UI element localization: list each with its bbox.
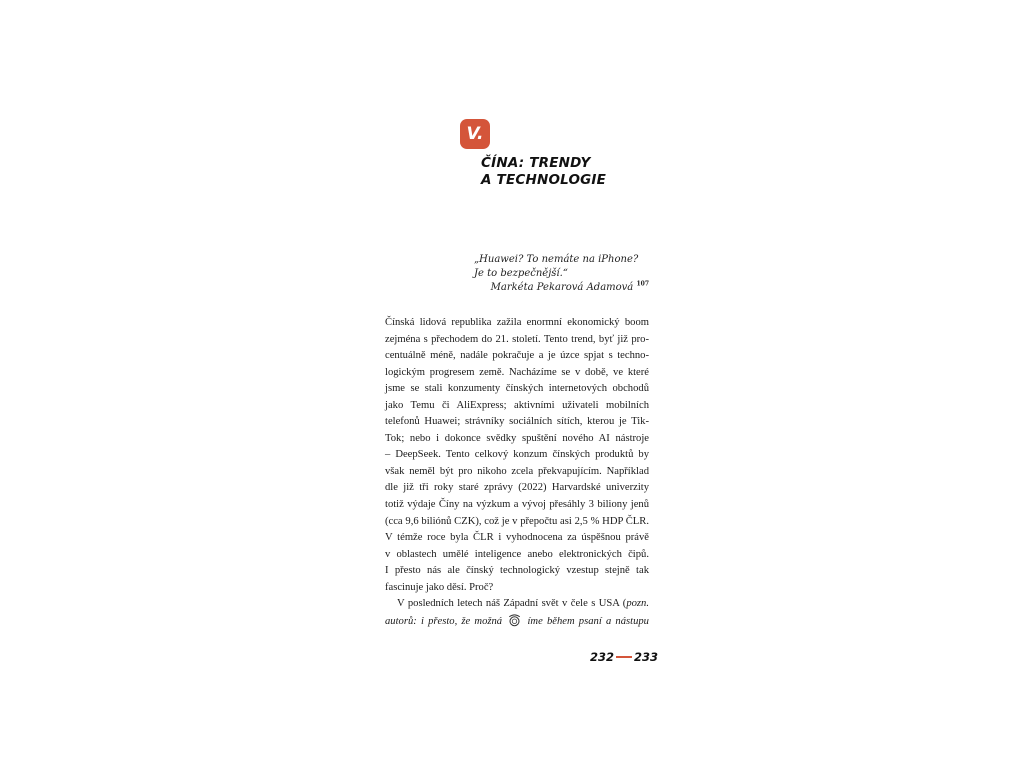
stamp-icon [507,613,522,628]
body-line: Čínská lidová republika zažila enormní ekonomický boom [385,317,649,328]
page-number-right: 233 [634,650,659,664]
body-line: – DeepSeek. Tento celkový konzum čínských produktů by [385,449,649,461]
body-line-italic: pozn. [626,598,649,610]
body-line [385,596,649,613]
body-line-part: íme během psaní a nástupu [527,615,649,627]
chapter-title [481,155,701,189]
body-line-part: autorů: i přesto, že možná [385,615,503,627]
epigraph-author: Markéta Pekarová Adamová [490,282,634,293]
chapter-number-badge [460,119,490,149]
body-text [385,315,649,630]
body-line: centuálně méně, nadále pokračuje a je úzce spjat s techno- [385,350,649,362]
body-line [385,613,649,631]
body-line: jsme se stali konzumenty čínských internetových obchodů [385,383,649,395]
body-line: totiž výdaje Číny na výzkum a vývoj přesáhly 3 biliony jenů [385,499,649,511]
chapter-number: V. [466,123,484,144]
body-line-text: V posledních letech náš Západní svět v čele s USA ( [397,598,627,610]
body-line: však neměl být pro nikoho zcela překvapujícím. Například [385,465,649,477]
epigraph-line-2: Je to bezpečnější.“ [474,268,568,279]
body-line: V témže roce byla ČLR i vyhodnocena za úspěšnou právě [385,532,649,544]
body-line: I přesto nás ale čínský technologický vzestup stejně tak [385,565,649,577]
footnote-marker: 107 [636,280,649,288]
epigraph-author-line [474,281,654,295]
body-line: jako Temu či AliExpress; aktivními uživateli mobilních [385,399,649,411]
body-line: dle již tři roky staré zprávy (2022) Harvardské univerzity [385,482,649,494]
body-line: zejména s přechodem do 21. století. Tento trend, byť již pro- [385,333,649,345]
page-numbers [590,650,658,664]
epigraph [474,253,654,295]
body-line: telefonů Huawei; strávníky sociálních sítích, kterou je Tik- [385,416,649,428]
body-line: v oblastech umělé inteligence anebo elektronických čipů. [385,548,649,560]
body-line: logickým progresem země. Nacházíme se v době, ve které [385,366,649,378]
page-number-left: 232 [590,650,615,664]
chapter-title-line-1: ČÍNA: TRENDY [481,155,591,171]
body-line: fascinuje jako děsí. Proč? [385,581,494,593]
body-line: (cca 9,6 biliónů CZK), což je v přepočtu asi 2,5 % HDP ČLR. [385,515,649,527]
page-number-separator [616,656,632,658]
body-line: Tok; nebo i dokonce svědky spuštění nového AI nástroje [385,432,649,444]
epigraph-line-1: „Huawei? To nemáte na iPhone? [474,254,639,265]
chapter-title-line-2: A TECHNOLOGIE [481,172,607,188]
